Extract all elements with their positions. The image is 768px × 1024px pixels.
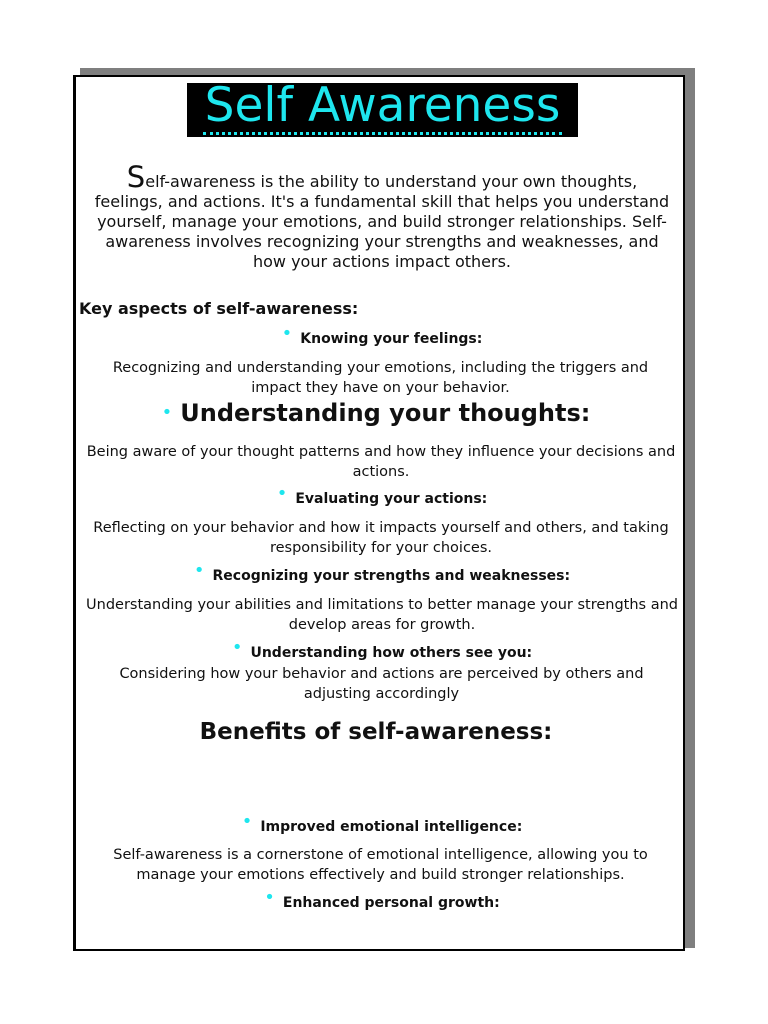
bullet-icon: • [264,887,275,908]
bullet-icon: • [193,560,205,581]
document-title: Self Awareness [204,78,561,133]
benefits-heading: Benefits of self-awareness: [199,719,553,745]
benefit-text-1: Self-awareness is a cornerstone of emotional intelligence, allowing you to manage your emotions effectively and build stronger relationships. [113,847,648,883]
aspect-title: Knowing your feelings: [300,331,483,347]
drop-cap: S [126,160,146,194]
aspect-text-4: Understanding your abilities and limitations to better manage your strengths and develop areas for growth. [86,597,678,633]
aspect-heading-5 [82,637,682,662]
bullet-icon: • [241,811,253,832]
aspect-text-1: Recognizing and understanding your emotions, including the triggers and impact they have on your behavior. [112,360,649,396]
bullet-icon: • [231,637,243,658]
aspect-heading-1 [82,323,682,348]
aspect-title: Evaluating your actions: [295,491,488,507]
intro-paragraph [92,160,672,272]
aspect-heading-2 [76,399,676,427]
key-aspects-heading: Key aspects of self-awareness: [79,299,359,318]
document-page [73,75,685,951]
aspect-heading-3 [82,483,682,508]
benefit-title: Enhanced personal growth: [282,895,500,911]
aspect-text-2: Being aware of your thought patterns and how they influence your decisions and actions. [86,444,676,480]
intro-text: elf-awareness is the ability to understand your own thoughts, feelings, and actions. It's a fundamental skill that helps you understand yourself, manage your emotions, and build stronger relationships. Self-awareness involves recognizing your strengths and weaknesses, and how your actions impact others. [94,172,670,271]
aspect-heading-4 [82,560,682,585]
aspect-title: Understanding your thoughts: [180,399,591,427]
benefit-heading-1 [82,811,682,836]
aspect-title: Understanding how others see you: [250,645,533,661]
bullet-icon: • [276,483,288,504]
benefit-heading-2 [82,887,682,912]
benefit-title: Improved emotional intelligence: [260,819,523,835]
title-banner [187,78,578,137]
bullet-icon: • [281,323,293,344]
aspect-text-5: Considering how your behavior and actions are perceived by others and adjusting accordingly [119,666,644,702]
aspect-title: Recognizing your strengths and weaknesses: [212,568,571,584]
aspect-text-3: Reflecting on your behavior and how it impacts yourself and others, and taking responsibility for your choices. [93,520,669,556]
bullet-icon: • [161,402,173,423]
